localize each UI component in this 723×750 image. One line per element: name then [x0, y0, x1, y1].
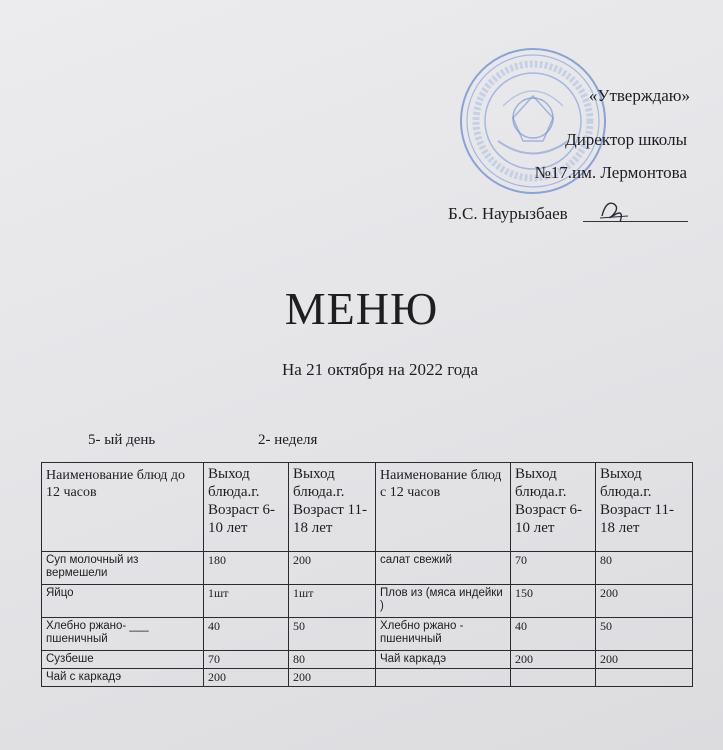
table-cell: Чай каркадэ: [376, 651, 511, 669]
header-dish-morning: Наименование блюд до 12 часов: [42, 463, 204, 552]
table-cell: 1шт: [289, 585, 376, 618]
page-title: МЕНЮ: [284, 283, 439, 334]
header-output-6-10: Выход блюда.г. Возраст 6-10 лет: [204, 463, 289, 552]
signer-name: Б.С. Наурызбаев: [448, 204, 568, 223]
menu-date: На 21 октября на 2022 года: [282, 360, 478, 379]
approval-school: №17.им. Лермонтова: [534, 163, 687, 182]
week-label: 2- неделя: [258, 432, 318, 448]
table-header-row: [42, 463, 693, 552]
table-row: [42, 585, 693, 618]
table-cell: 150: [511, 585, 596, 618]
table-cell: Суп молочный из вермешели: [42, 552, 204, 585]
table-cell: 40: [511, 618, 596, 651]
signature-icon: [598, 196, 632, 226]
table-cell: Плов из (мяса индейки ): [376, 585, 511, 618]
menu-table: [41, 462, 693, 687]
table-cell: 80: [289, 651, 376, 669]
table-cell: Хлебно ржано- ___ пшеничный: [42, 618, 204, 651]
table-row: [42, 651, 693, 669]
table-cell: 200: [289, 552, 376, 585]
approval-heading: «Утверждаю»: [588, 86, 690, 105]
table-cell: Сузбеше: [42, 651, 204, 669]
table-cell: [596, 669, 693, 687]
table-cell: 200: [596, 651, 693, 669]
approval-signer: [448, 204, 693, 224]
table-cell: 40: [204, 618, 289, 651]
table-cell: [511, 669, 596, 687]
table-cell: Хлебно ржано - пшеничный: [376, 618, 511, 651]
approval-position: Директор школы: [565, 130, 687, 149]
table-cell: 70: [511, 552, 596, 585]
table-row: [42, 552, 693, 585]
table-cell: 50: [289, 618, 376, 651]
table-row: [42, 669, 693, 687]
table-cell: салат свежий: [376, 552, 511, 585]
day-label: 5- ый день: [88, 432, 156, 448]
table-cell: 70: [204, 651, 289, 669]
header-dish-afternoon: Наименование блюд с 12 часов: [376, 463, 511, 552]
header-output-6-10-afternoon: Выход блюда.г. Возраст 6-10 лет: [511, 463, 596, 552]
table-cell: 1шт: [204, 585, 289, 618]
table-cell: 200: [204, 669, 289, 687]
table-cell: [376, 669, 511, 687]
table-cell: 50: [596, 618, 693, 651]
table-cell: 200: [511, 651, 596, 669]
table-cell: Чай с каркадэ: [42, 669, 204, 687]
table-cell: 80: [596, 552, 693, 585]
table-cell: 200: [289, 669, 376, 687]
header-output-11-18: Выход блюда.г. Возраст 11-18 лет: [289, 463, 376, 552]
table-cell: 180: [204, 552, 289, 585]
header-output-11-18-afternoon: Выход блюда.г. Возраст 11-18 лет: [596, 463, 693, 552]
table-cell: 200: [596, 585, 693, 618]
table-cell: Яйцо: [42, 585, 204, 618]
table-row: [42, 618, 693, 651]
